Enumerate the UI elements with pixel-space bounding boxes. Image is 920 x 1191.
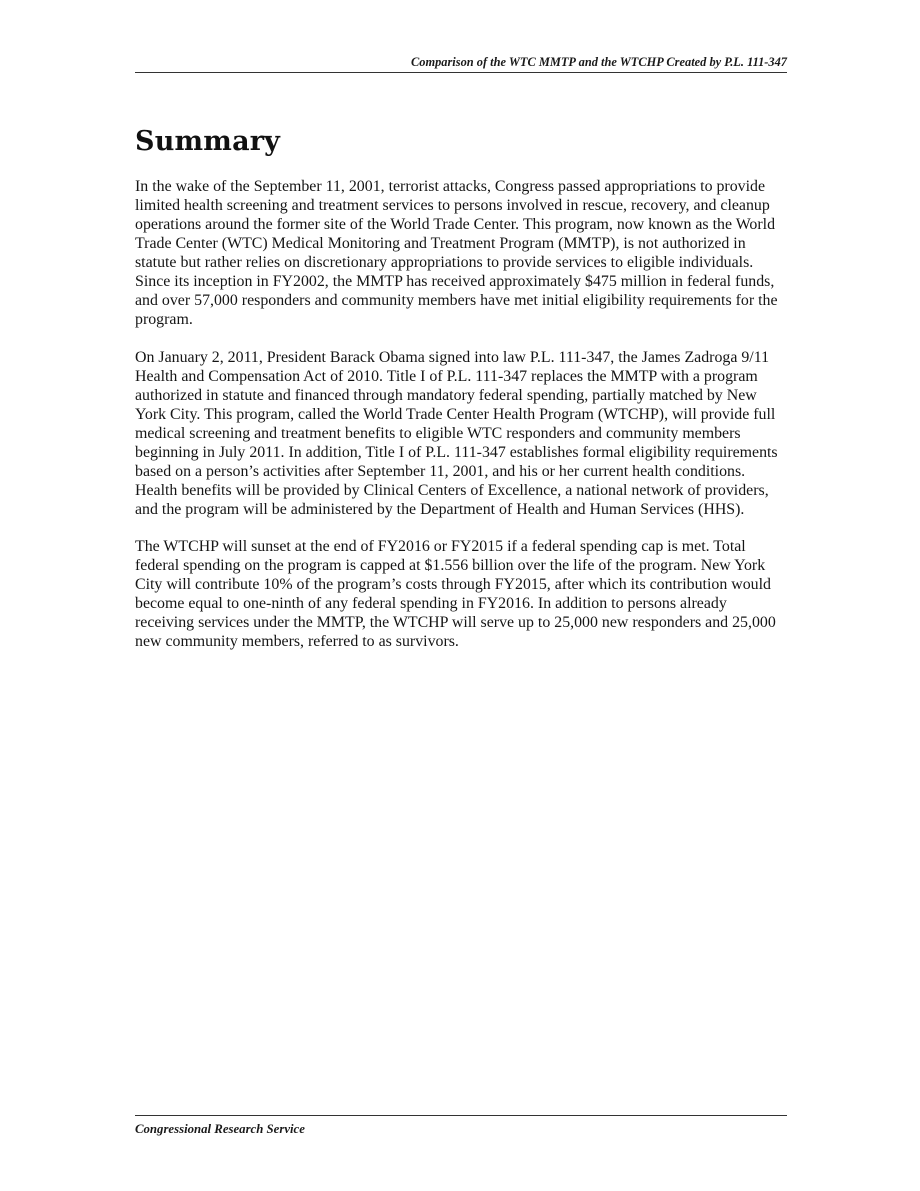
summary-paragraph-3: The WTCHP will sunset at the end of FY2016 or FY2015 if a federal spending cap is met. Total federal spending on the program is capped at $1.556 billion over the life of the program. New York City will contribute 10% of the program’s costs through FY2015, after which its contribution would become equal to one-ninth of any federal spending in FY2016. In addition to persons already receiving services under the MMTP, the WTCHP will serve up to 25,000 new responders and 25,000 new community members, referred to as survivors. bbox=[135, 538, 776, 650]
header-divider bbox=[135, 72, 787, 73]
summary-body bbox=[135, 177, 787, 670]
summary-paragraph-2: On January 2, 2011, President Barack Obama signed into law P.L. 111-347, the James Zadroga 9/11 Health and Compensation Act of 2010. Title I of P.L. 111-347 replaces the MMTP with a program authorized in statute and financed through mandatory federal spending, partially matched by New York City. This program, called the World Trade Center Health Program (WTCHP), will provide full medical screening and treatment benefits to eligible WTC responders and community members beginning in July 2011. In addition, Title I of P.L. 111-347 establishes formal eligibility requirements based on a person’s activities after September 11, 2001, and his or her current health conditions. Health benefits will be provided by Clinical Centers of Excellence, a national network of providers, and the program will be administered by the Department of Health and Human Services (HHS). bbox=[135, 348, 778, 518]
footer-divider bbox=[135, 1115, 787, 1116]
summary-paragraph-1: In the wake of the September 11, 2001, terrorist attacks, Congress passed appropriations to provide limited health screening and treatment services to persons involved in rescue, recovery, and cleanup operations around the former site of the World Trade Center. This program, now known as the World Trade Center (WTC) Medical Monitoring and Treatment Program (MMTP), is not authorized in statute but rather relies on discretionary appropriations to provide services to eligible individuals. Since its inception in FY2002, the MMTP has received approximately $475 million in federal funds, and over 57,000 responders and community members have met initial eligibility requirements for the program. bbox=[135, 178, 778, 328]
page-title: Summary bbox=[135, 126, 281, 157]
running-header: Comparison of the WTC MMTP and the WTCHP Created by P.L. 111-347 bbox=[411, 55, 787, 69]
running-footer: Congressional Research Service bbox=[135, 1122, 305, 1136]
